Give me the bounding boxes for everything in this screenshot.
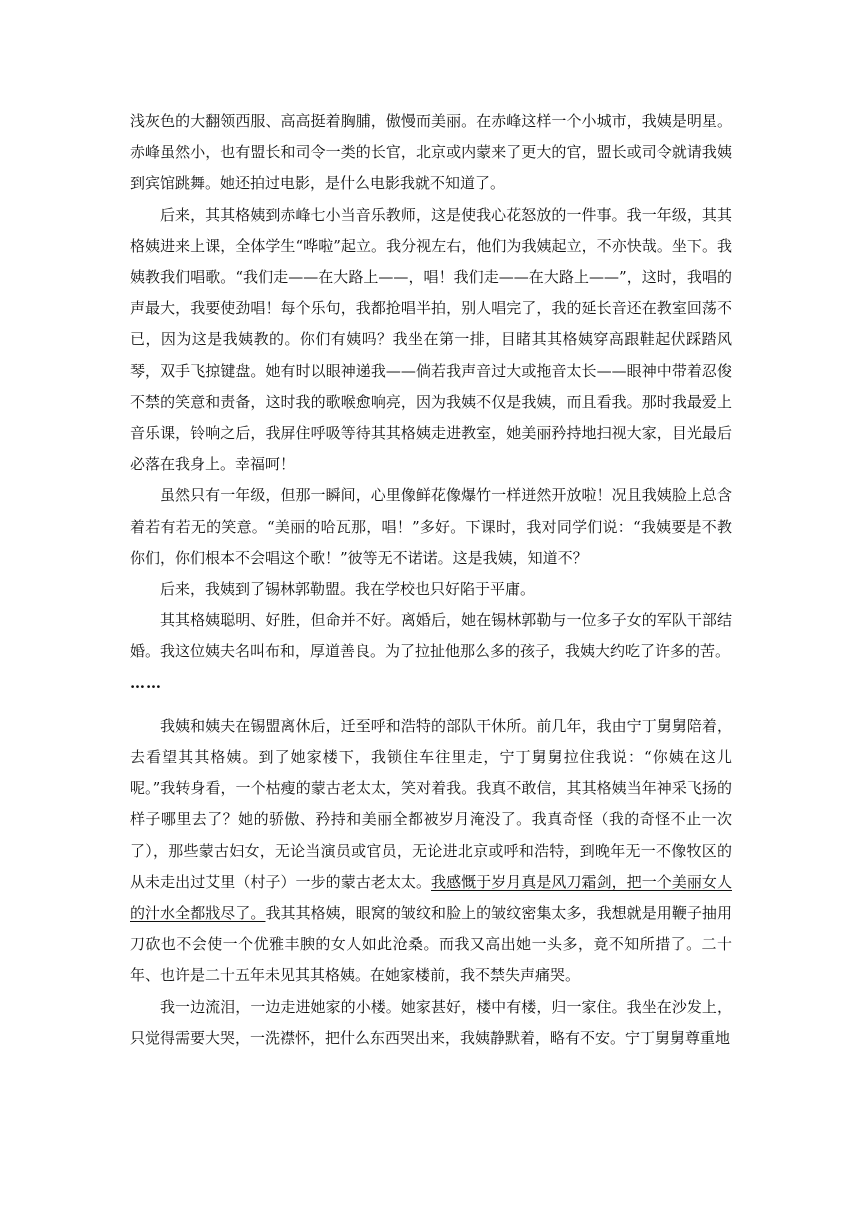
paragraph-5: 其其格姨聪明、好胜，但命并不好。离婚后，她在锡林郭勒与一位多子女的军队干部结婚。我这位姨夫名叫布和，厚道善良。为了拉扯他那么多的孩子，我姨大约吃了许多的苦。 — [130, 611, 732, 661]
paragraph-7: 我一边流泪，一边走进她家的小楼。她家甚好，楼中有楼，归一家住。我坐在沙发上，只觉得需要大哭，一洗襟怀，把什么东西哭出来，我姨静默着，略有不安。宁丁舅舅尊重地 — [130, 997, 732, 1047]
paragraph-6-before: 我姨和姨夫在锡盟离休后，迁至呼和浩特的部队干休所。前几年，我由宁丁舅舅陪着，去看望其其格姨。到了她家楼下，我锁住车往里走，宁丁舅舅拉住我说：“你姨在这儿呢。”我转身看，一个枯瘦的蒙古老太太，笑对着我。我真不敢信，其其格姨当年神采飞扬的样子哪里去了？她的骄傲、矜持和美丽全都被岁月淹没了。我真奇怪（我的奇怪不止一次了），那些蒙古妇女，无论当演员或官员，无论进北京或呼和浩特，到晚年无一不像牧区的从未走出过艾里（村子）一步的蒙古老太太。 — [130, 716, 732, 891]
paragraph-1: 浅灰色的大翻领西服、高高挺着胸脯，傲慢而美丽。在赤峰这样一个小城市，我姨是明星。赤峰虽然小，也有盟长和司令一类的长官，北京或内蒙来了更大的官，盟长或司令就请我姨到宾馆跳舞。她还拍过电影，是什么电影我就不知道了。 — [130, 112, 732, 193]
paragraph-6-after: 我其其格姨，眼窝的皱纹和脸上的皱纹密集太多，我想就是用鞭子抽用刀砍也不会使一个优雅丰腴的女人如此沧桑。而我又高出她一头多，竟不知所措了。二十年、也许是二十五年未见其其格姨。在她家楼前，我不禁失声痛哭。 — [130, 904, 732, 985]
document-body — [130, 106, 732, 1054]
underlined-sentence: 我感慨于岁月真是风刀霜剑，把一个美丽女人的汁水全都戕尽了。 — [130, 872, 732, 923]
section-gap — [130, 699, 732, 711]
paragraph-4: 后来，我姨到了锡林郭勒盟。我在学校也只好陷于平庸。 — [160, 580, 536, 599]
paragraph-6 — [130, 711, 732, 992]
paragraph-2: 后来，其其格姨到赤峰七小当音乐教师，这是使我心花怒放的一件事。我一年级，其其格姨进来上课，全体学生“哗啦”起立。我分视左右，他们为我姨起立，不亦快哉。坐下。我姨教我们唱歌。“我们走——在大路上——，唱！我们走——在大路上——”，这时，我唱的声最大，我要使劲唱！每个乐句，我都抢唱半拍，别人唱完了，我的延长音还在教室回荡不已，因为这是我姨教的。你们有姨吗？我坐在第一排，目睹其其格姨穿高跟鞋起伏踩踏风琴，双手飞掠键盘。她有时以眼神递我——倘若我声音过大或拖音太长——眼神中带着忍俊不禁的笑意和责备，这时我的歌喉愈响亮，因为我姨不仅是我姨，而且看我。那时我最爱上音乐课，铃响之后，我屏住呼吸等待其其格姨走进教室，她美丽矜持地扫视大家，目光最后必落在我身上。幸福呵！ — [130, 205, 732, 474]
paragraph-3: 虽然只有一年级，但那一瞬间，心里像鲜花像爆竹一样迸然开放啦！况且我姨脸上总含着若有若无的笑意。“美丽的哈瓦那，唱！”多好。下课时，我对同学们说：“我姨要是不教你们，你们根本不会唱这个歌！”彼等无不诺诺。这是我姨，知道不？ — [130, 486, 732, 567]
section-ellipsis: …… — [130, 673, 162, 692]
